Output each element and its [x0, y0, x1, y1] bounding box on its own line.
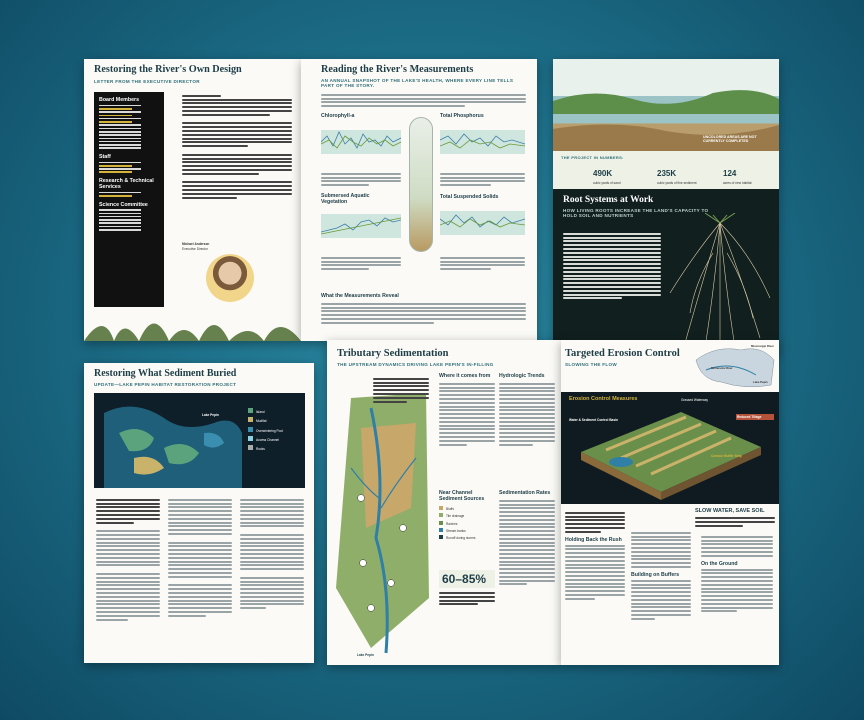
page-kicker: LETTER FROM THE EXECUTIVE DIRECTOR	[94, 79, 200, 84]
page-measurements	[301, 59, 537, 341]
page-title: Restoring What Sediment Buried	[94, 368, 237, 379]
stat-habitat: 124 acres of new habitat	[723, 169, 752, 185]
lake-label: Lake Pepin	[357, 653, 374, 657]
staff-heading: Staff	[99, 153, 111, 160]
research-heading: Research & Technical Services	[99, 178, 154, 191]
solids-chart	[440, 194, 525, 249]
body-col-3	[240, 497, 304, 611]
big-stat: 60–85%	[439, 570, 495, 588]
director-portrait	[206, 254, 254, 302]
unrestored-label: UNCOLORED AREAS ARE NOT CURRENTLY COMPLETED	[703, 135, 757, 144]
root-illustration	[665, 213, 775, 353]
section-heading: What the Measurements Reveal	[321, 293, 399, 299]
signoff-name: Michael Anderson	[182, 242, 210, 246]
body-col-2	[168, 497, 232, 619]
intro-text	[373, 376, 429, 404]
body-col-1	[96, 497, 160, 622]
body-col-1	[565, 510, 625, 602]
chart-title: Total Phosphorus	[440, 113, 484, 119]
page-erosion-control	[561, 340, 779, 665]
col-text	[499, 381, 555, 447]
diagram-label: Reduced Tillage	[736, 414, 774, 420]
staff-sidebar	[94, 92, 164, 307]
panel-body	[563, 231, 661, 301]
habitat-map	[94, 393, 305, 488]
diagram-label: Contour Buffer Strip	[711, 454, 742, 458]
body-col-2	[631, 530, 691, 622]
body-col-3	[701, 534, 773, 614]
map-legend: Island Mudflat Overwintering Pool Access Channel Rocks	[248, 405, 283, 454]
root-systems-panel	[553, 189, 779, 353]
panel-kicker: HOW LIVING ROOTS INCREASE THE LAND'S CAPACITY TO HOLD SOIL AND NUTRIENTS	[563, 208, 709, 218]
numbers-band	[553, 151, 779, 189]
signoff-title: Executive Director	[182, 247, 208, 251]
page-title: Reading the River's Measurements	[321, 64, 474, 75]
page-roots	[553, 59, 779, 353]
chlorophyll-chart	[321, 113, 401, 168]
page-kicker: UPDATE—LAKE PEPIN HABITAT RESTORATION PROJECT	[94, 382, 237, 387]
section-heading: On the Ground	[701, 560, 738, 567]
map-label-minnesota: Minnesota River	[711, 366, 733, 370]
page-sediment-buried	[84, 363, 314, 663]
map-label-mississippi: Mississippi River	[751, 344, 774, 348]
flow-caption-box	[695, 508, 775, 528]
flow-caption: SLOW WATER, SAVE SOIL	[695, 508, 765, 514]
col-text	[439, 381, 495, 447]
panel-title: Root Systems at Work	[563, 195, 654, 205]
chart-notes	[440, 171, 525, 188]
sources-heading: Near Channel Sediment Sources	[439, 490, 485, 502]
intro-text	[321, 92, 526, 109]
stat-fine: 235K cubic yards of fine sediment	[657, 169, 697, 185]
chart-notes	[440, 255, 525, 272]
col-heading: Hydrologic Trends	[499, 373, 545, 379]
diagram-label: Water & Sediment Control Basin	[569, 418, 618, 422]
page-kicker: SLOWING THE FLOW	[565, 362, 618, 367]
chart-notes	[321, 255, 401, 272]
grass-illustration	[84, 301, 301, 341]
vegetation-chart	[321, 194, 401, 249]
chart-title: Submersed Aquatic Vegetation	[321, 193, 370, 205]
board-heading: Board Members	[99, 97, 140, 103]
page-letter	[84, 59, 301, 341]
big-stat-box	[439, 570, 495, 607]
page-title: Targeted Erosion Control	[565, 348, 680, 359]
stat-sand: 490K cubic yards of sand	[593, 169, 621, 185]
section-body	[321, 301, 526, 326]
col-heading: Where it comes from	[439, 373, 491, 379]
science-heading: Science Committee	[99, 201, 148, 208]
page-kicker: AN ANNUAL SNAPSHOT OF THE LAKE'S HEALTH, WHERE EVERY LINE TELLS PART OF THE STORY.	[321, 78, 514, 89]
chart-title: Chlorophyll-a	[321, 113, 355, 119]
diagram-title: Erosion Control Measures	[569, 396, 638, 402]
page-kicker: THE UPSTREAM DYNAMICS DRIVING LAKE PEPIN'S IN-FILLING	[337, 362, 494, 367]
water-column-graphic	[409, 117, 433, 252]
sources-box: Near Channel Sediment Sources Bluffs Tile drainage Ravines Stream banks Runoff during storms	[439, 490, 495, 540]
project-label: THE PROJECT IN NUMBERS:	[561, 155, 624, 160]
page-tributary	[327, 340, 561, 665]
watershed-illustration	[331, 388, 431, 658]
section-heading: Building on Buffers	[631, 571, 680, 578]
map-label: Lake Pepin	[202, 413, 219, 417]
erosion-diagram	[561, 392, 779, 504]
page-title: Tributary Sedimentation	[337, 348, 449, 359]
map-label-pepin: Lake Pepin	[753, 380, 768, 384]
letter-body	[182, 93, 292, 200]
phosphorus-chart	[440, 113, 525, 168]
page-title: Restoring the River's Own Design	[94, 64, 242, 75]
col-heading: Sedimentation Rates	[499, 490, 551, 496]
section-heading: Holding Back the Rush	[565, 536, 622, 543]
chart-notes	[321, 171, 401, 188]
diagram-label: Grassed Waterway	[681, 398, 708, 402]
chart-title: Total Suspended Solids	[440, 194, 499, 200]
col-text	[499, 498, 555, 587]
